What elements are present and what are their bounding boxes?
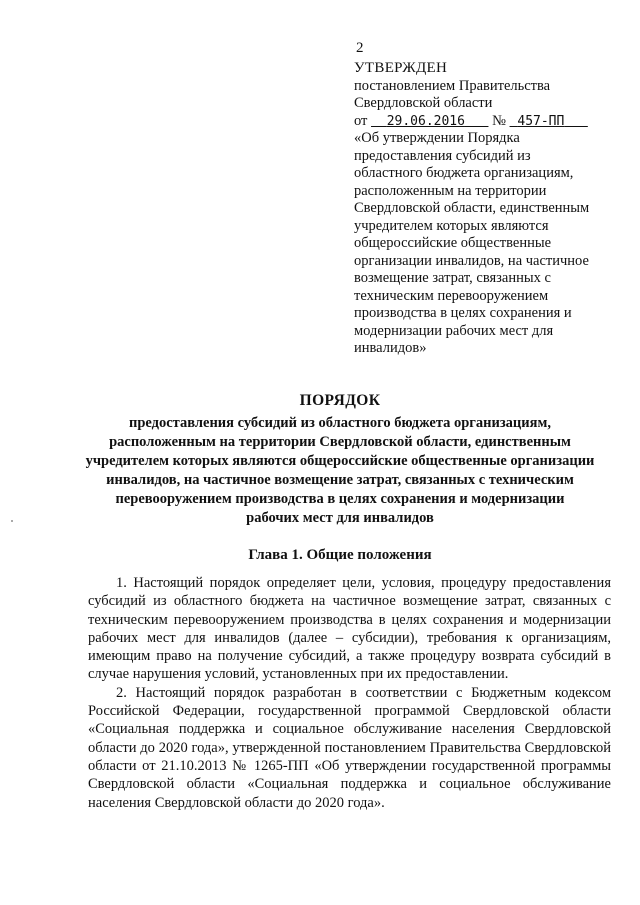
title-line: учредителем которых являются общероссийские общественные организации bbox=[85, 453, 595, 469]
about-line: модернизации рабочих мест для bbox=[354, 322, 554, 339]
title-line: расположенным на территории Свердловской области, единственным bbox=[109, 434, 571, 450]
about-line: возмещение затрат, связанных с bbox=[354, 270, 551, 286]
approval-line-2: Свердловской области bbox=[354, 95, 493, 111]
approval-line-1: постановлением Правительства bbox=[354, 77, 551, 94]
about-line: «Об утверждении Порядка bbox=[354, 130, 520, 146]
approval-date: 29.06.2016 bbox=[386, 113, 465, 129]
number-prefix: № bbox=[492, 112, 506, 129]
scan-speck bbox=[11, 520, 13, 522]
about-line: предоставления субсидий из bbox=[354, 147, 531, 164]
title-line: перевооружением производства в целях сохранения и модернизации bbox=[115, 491, 565, 507]
chapter-heading: Глава 1. Общие положения bbox=[248, 547, 432, 563]
approval-about bbox=[354, 130, 624, 358]
title-heading: ПОРЯДОК bbox=[299, 392, 381, 409]
about-line: Свердловской области, единственным bbox=[354, 200, 590, 216]
approval-date-line bbox=[354, 113, 624, 131]
paragraph: 1. Настоящий порядок определяет цели, условия, процедуру предоставления субсидий из областного бюджета на частичное возмещение затрат, связанных с техническим перевооружением производства в целях сохранения и модернизации рабочих мест для инвалидов (далее – субсидии), требования к организациям, имеющим право на получение субсидий, а также процедуру возврата субсидий в случае нарушения условий, установленных при их предоставлении. bbox=[88, 575, 611, 683]
about-line: организации инвалидов, на частичное bbox=[354, 252, 589, 269]
approval-stamp: УТВЕРЖДЕН bbox=[354, 60, 448, 76]
about-line: техническим перевооружением bbox=[354, 287, 549, 304]
about-line: учредителем которых являются bbox=[354, 217, 549, 234]
title-line: предоставления субсидий из областного бюджета организациям, bbox=[129, 415, 551, 431]
about-line: инвалидов» bbox=[354, 340, 427, 356]
title-line: рабочих мест для инвалидов bbox=[246, 510, 434, 526]
body-text bbox=[88, 574, 611, 812]
date-prefix: от bbox=[354, 112, 368, 129]
about-line: общероссийские общественные bbox=[354, 235, 552, 251]
approval-block bbox=[354, 60, 624, 358]
paragraph: 2. Настоящий порядок разработан в соответствии с Бюджетным кодексом Российской Федерации, государственной программой Свердловской области «Социальная поддержка и социальное обслуживание населения Свердловской области до 2020 года», утвержденной постановлением Правительства Свердловской области от 21.10.2013 № 1265-ПП «Об утверждении государственной программы Свердловской области «Социальная поддержка и социальное обслуживание населения Свердловской области до 2020 года». bbox=[88, 684, 611, 811]
about-line: производства в целях сохранения и bbox=[354, 305, 572, 321]
page-number: 2 bbox=[356, 40, 364, 56]
title-line: инвалидов, на частичное возмещение затрат, связанных с техническим bbox=[106, 472, 574, 488]
about-line: расположенным на территории bbox=[354, 182, 547, 199]
approval-number: 457-ПП bbox=[517, 113, 565, 129]
document-title bbox=[70, 392, 610, 528]
about-line: областного бюджета организациям, bbox=[354, 165, 574, 181]
